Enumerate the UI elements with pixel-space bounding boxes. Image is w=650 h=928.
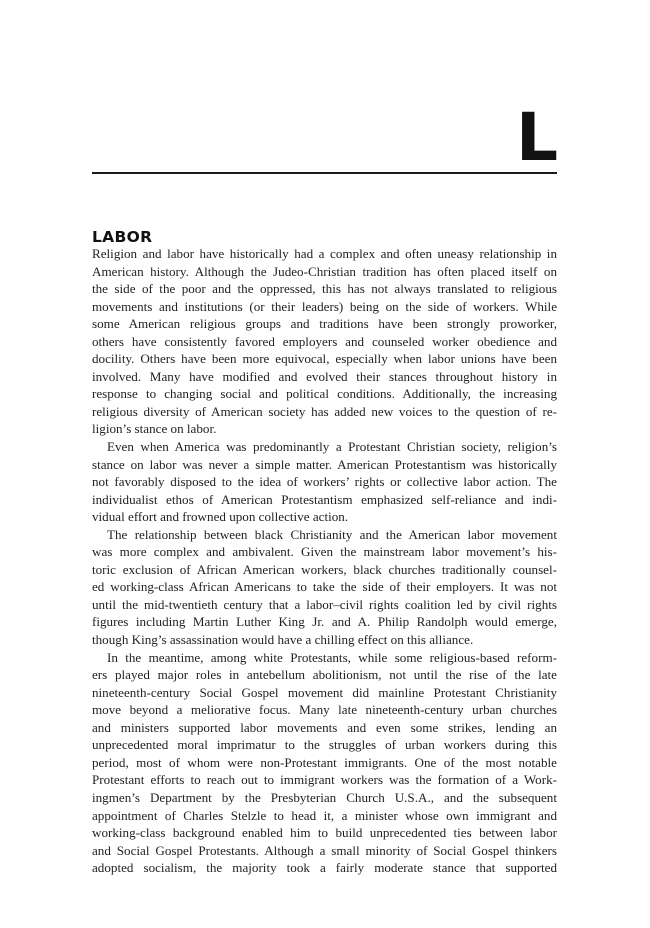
text-line: The relationship between black Christianity and the American labor movement [107,526,557,542]
text-line: period, most of whom were non-Protestant immigrants. One of the most notable [92,754,557,770]
text-line: stance on labor was never a simple matter. American Protestantism was historically [92,456,557,472]
text-line: religious diversity of American society has added new voices to the question of re- [92,403,557,419]
text-line: Religion and labor have historically had a complex and often uneasy relationship in [92,246,557,261]
text-line: move beyond a meliorative focus. Many late nineteenth-century urban churches [92,702,557,718]
text-line: was more complex and ambivalent. Given the mainstream labor movement’s his- [92,544,557,560]
text-line: vidual effort and frowned upon collective action. [92,509,349,525]
text-line: involved. Many have modified and evolved their stances throughout history in [92,368,557,384]
text-line: Even when America was predominantly a Protestant Christian society, religion’s [107,439,557,455]
text-line: nineteenth-century Social Gospel movement did mainline Protestant Christianity [92,684,557,700]
text-line: ingmen’s Department by the Presbyterian Church U.S.A., and the subsequent [92,789,557,805]
text-line: unprecedented moral imprimatur to the struggles of urban workers during this [92,737,557,753]
text-line: In the meantime, among white Protestants, while some religious-based reform- [107,649,557,665]
chapter-letter: L [515,99,558,176]
text-line: not favorably disposed to the idea of workers’ rights or collective labor action. The [92,474,557,490]
section-heading: LABOR [92,228,153,246]
body-text [92,245,557,877]
text-line: response to changing social and political conditions. Additionally, the increasing [92,386,557,402]
text-line: working-class background enabled him to build unprecedented ties between labor [92,825,557,841]
text-line: appointment of Charles Stelzle to head it, a minister whose own immigrant and [92,807,557,823]
text-line: until the mid-twentieth century that a labor–civil rights coalition led by civil rights [92,596,557,612]
text-line: ligion’s stance on labor. [92,421,217,437]
text-line: and ministers supported labor movements and even some strikes, lending an [92,719,557,735]
text-line: though King’s assassination would have a chilling effect on this alliance. [92,632,474,648]
chapter-rule [92,172,557,174]
text-line: American history. Although the Judeo-Christian tradition has often placed itself on [92,263,557,279]
text-line: others have consistently favored employers and counseled worker obedience and [92,333,557,349]
text-line: the side of the poor and the oppressed, this has not always translated to religious [92,281,557,297]
text-line: and Social Gospel Protestants. Although a small minority of Social Gospel thinkers [92,842,557,858]
text-line: docility. Others have been more equivocal, especially when labor unions have been [92,351,557,367]
text-line: figures including Martin Luther King Jr. and A. Philip Randolph would emerge, [92,614,557,630]
text-line: ers played major roles in antebellum abolitionism, not until the rise of the late [92,667,557,683]
text-line: adopted socialism, the majority took a fairly moderate stance that supported [92,860,557,876]
text-line: ed working-class African Americans to take the side of their employers. It was not [92,579,557,595]
text-line: some American religious groups and traditions have been strongly proworker, [92,316,557,332]
text-line: movements and institutions (or their leaders) being on the side of workers. While [92,298,557,314]
text-line: individualist ethos of American Protestantism emphasized self-reliance and indi- [92,491,557,507]
text-line: toric exclusion of African American workers, black churches traditionally counsel- [92,561,557,577]
text-line: Protestant efforts to reach out to immigrant workers was the formation of a Work- [92,772,557,788]
